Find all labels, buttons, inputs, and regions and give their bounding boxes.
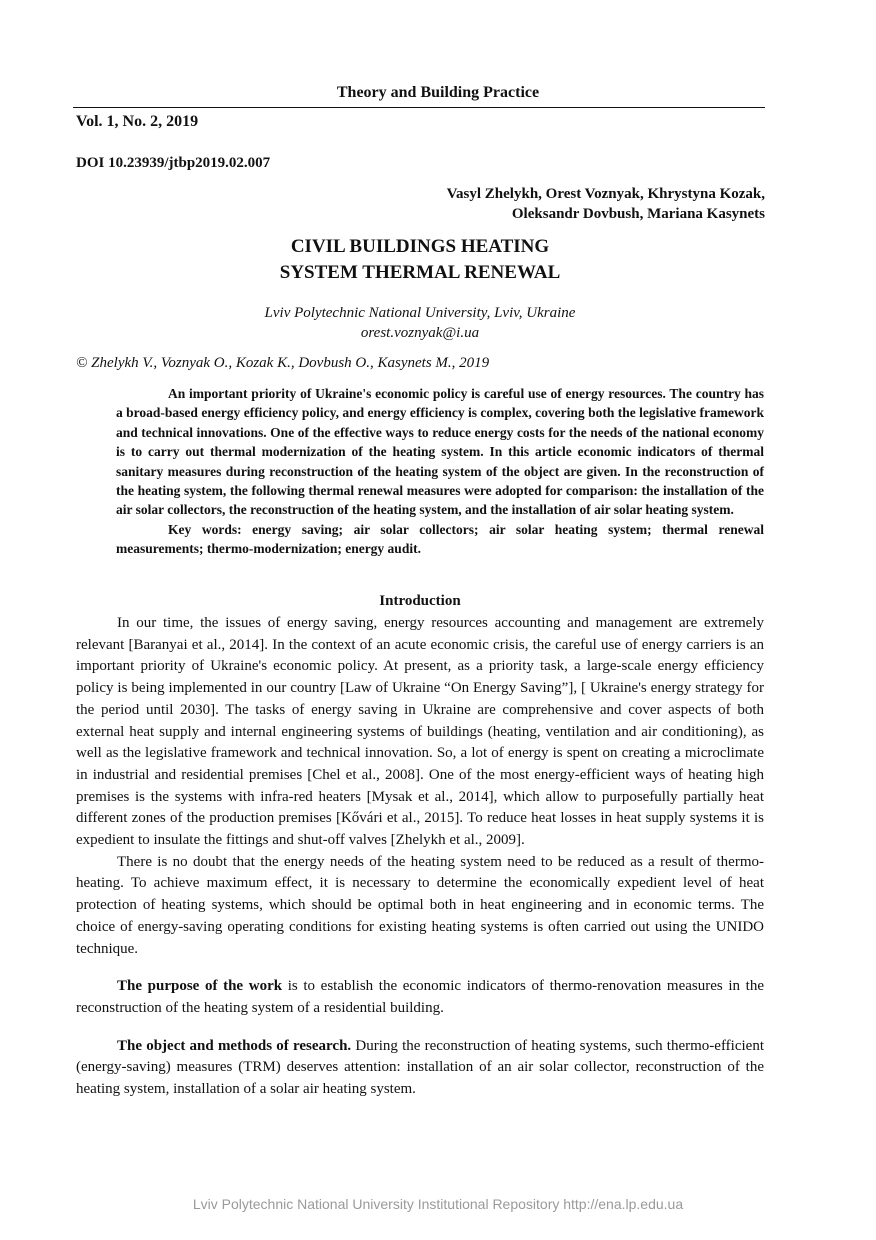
header-divider <box>73 107 765 108</box>
author-line-2: Oleksandr Dovbush, Mariana Kasynets <box>511 206 765 222</box>
author-email: orest.voznyak@i.ua <box>360 325 480 341</box>
paper-title-line-1: CIVIL BUILDINGS HEATING <box>290 236 550 257</box>
intro-paragraph-2: There is no doubt that the energy needs of the heating system need to be reduced as a result of thermo-heating. To achieve maximum effect, it is necessary to determine the economically expedient level of heat protection of heating systems, which should be optimal both in heat engineering and in economic terms. The choice of energy-saving operating conditions for existing heating systems is often carried out using the UNIDO technique. <box>76 853 764 957</box>
copyright-notice: © Zhelykh V., Voznyak O., Kozak K., Dovbush O., Kasynets M., 2019 <box>76 355 490 371</box>
body-text <box>76 613 764 1101</box>
institution: Lviv Polytechnic National University, Lviv, Ukraine <box>264 305 576 321</box>
intro-paragraph-1: In our time, the issues of energy saving, energy resources accounting and management are extremely relevant [Baranyai et al., 2014]. In the context of an acute economic crisis, the careful use of energy carriers is an important priority of Ukraine's economic policy. At present, as a priority task, a large-scale energy efficiency policy is being implemented in our country [Law of Ukraine “On Energy Saving”], [ Ukraine's energy strategy for the period until 2030]. The tasks of energy saving in Ukraine are comprehensive and cover aspects of both external heat supply and internal engineering systems of buildings (heating, ventilation and air conditioning), as well as the legislative framework and technical innovation. So, a lot of energy is spent on creating a microclimate in industrial and residential premises [Chel et al., 2008]. One of the most energy-efficient ways of heating high premises is the systems with infra-red heaters [Mysak et al., 2014], which allow to purposefully partially heat different zones of the production premises [Kővári et al., 2015]. To reduce heat losses in heat supply systems it is expedient to insulate the fittings and shut-off valves [Zhelykh et al., 2009]. <box>76 615 764 849</box>
methods-lead: The object and methods of research. <box>117 1037 352 1054</box>
purpose-paragraph <box>76 976 764 1019</box>
section-heading-introduction: Introduction <box>379 593 461 609</box>
volume-issue: Vol. 1, No. 2, 2019 <box>76 113 199 130</box>
paper-title-line-2: SYSTEM THERMAL RENEWAL <box>279 262 561 283</box>
methods-paragraph <box>76 1036 764 1101</box>
repository-footer: Lviv Polytechnic National University Institutional Repository http://ena.lp.edu.ua <box>192 1196 684 1212</box>
journal-title: Theory and Building Practice <box>336 84 540 101</box>
author-line-1: Vasyl Zhelykh, Orest Voznyak, Khrystyna Kozak, <box>446 186 765 202</box>
doi: DOI 10.23939/jtbp2019.02.007 <box>76 155 271 171</box>
author-list <box>447 184 765 224</box>
abstract-text: An important priority of Ukraine's economic policy is careful use of energy resources. The country has a broad-based energy efficiency policy, and energy efficiency is complex, covering both the legislative framework and technical innovations. One of the effective ways to reduce energy costs for the needs of the national economy is to carry out thermal modernization of the heating system. In this article economic indicators of thermal sanitary measures during reconstruction of the heating system of the object are given. In the reconstruction of the heating system, the following thermal renewal measures were adopted for comparison: the installation of the air solar collectors, the reconstruction of the heating system, and the installation of air solar heating system. <box>116 386 764 518</box>
keywords: Key words: energy saving; air solar collectors; air solar heating system; thermal renewal measurements; thermo-modernization; energy audit. <box>116 521 764 557</box>
affiliation <box>0 303 840 343</box>
paper-title <box>0 234 840 286</box>
abstract <box>116 384 764 559</box>
purpose-text: is to establish the economic indicators of thermo-renovation measures in the reconstruction of the heating system of a residential building. <box>76 978 764 1016</box>
purpose-lead: The purpose of the work <box>117 978 283 995</box>
methods-text: During the reconstruction of heating systems, such thermo-efficient (energy-saving) measures (TRM) deserves attention: installation of an air solar collector, reconstruction of the heating system, installation of a solar air heating system. <box>76 1037 764 1098</box>
